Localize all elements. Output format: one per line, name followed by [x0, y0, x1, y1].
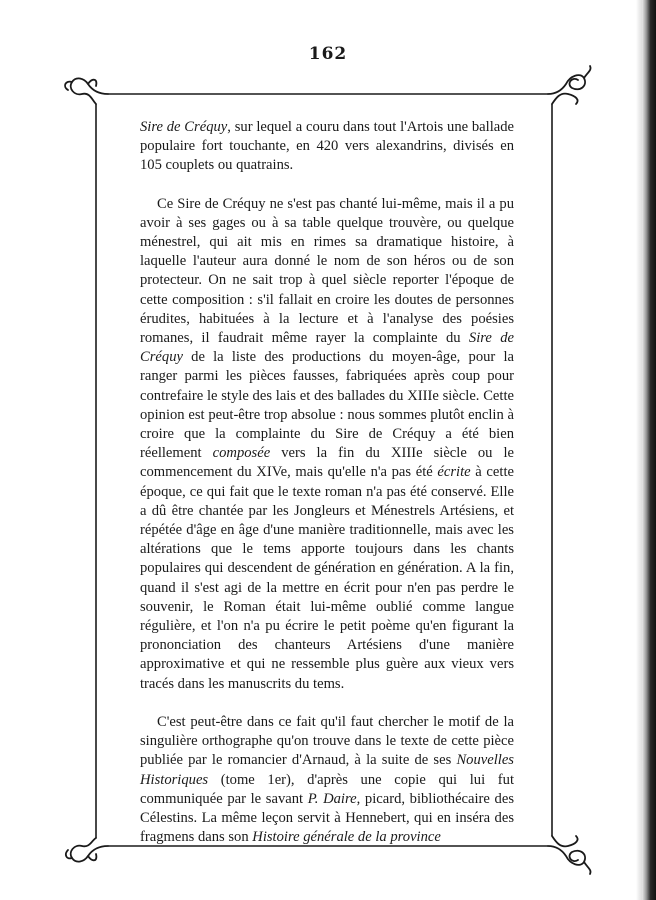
text-segment: de la liste des productions du moyen-âge, pour la ranger parmi les pièces fausses, fabriquées après coup pour contrefaire le style des lais et des ballades du XIIIe siècle. Cette opinion est peut-être trop absolue : nous sommes plutôt enclin à croire que la complainte du Sire de Créquy a été bien réellement: [140, 349, 514, 462]
italic-text-segment: composée: [212, 445, 271, 462]
corner-flourish-bottom-left-icon: [66, 838, 108, 862]
italic-text-segment: Sire de Créquy: [140, 119, 228, 135]
corner-flourish-top-right-icon: [548, 66, 591, 104]
paragraph-2: [140, 195, 514, 694]
text-segment: C'est peut-être dans ce fait qu'il faut chercher le motif de la singulière orthographe qu'on trouve dans le texte de cette pièce publiée par le romancier d'Arnaud, à la suite de ses: [140, 713, 514, 769]
italic-text-segment: P. Daire: [307, 790, 357, 807]
page-body-text: [140, 118, 514, 866]
text-segment: , picard, bibliothécaire des Célestins. La même leçon servit à Hennebert, qui en inséra des fragmens dans son: [140, 790, 515, 846]
paragraph-3: [140, 713, 514, 847]
italic-text-segment: Sire de Créquy: [140, 330, 515, 366]
text-segment: Ce Sire de Créquy ne s'est pas chanté lui-même, mais il a pu avoir à ses gages ou à sa table quelque trouvère, ou quelque ménestrel, qui ait mis en rimes sa dramatique histoire, à laquelle l'auteur aura donné le nom de son héros ou de son protecteur. On ne sait trop à quel siècle reporter l'époque de cette composition : s'il fallait en croire les doutes de personnes érudites, habituées à la lecture et à l'analyse des poésies romanes, il faudrait même rayer la complainte du: [140, 195, 514, 347]
text-segment: (tome 1er), d'après une copie qui lui fut communiquée par le savant: [140, 771, 514, 807]
italic-text-segment: Histoire générale de la province: [252, 829, 441, 846]
corner-flourish-bottom-right-icon: [548, 836, 591, 874]
page-number: 162: [308, 44, 348, 64]
paragraph-1: [140, 118, 514, 176]
italic-text-segment: Nouvelles Historiques: [140, 752, 514, 788]
text-segment: à cette époque, ce qui fait que le texte roman n'a pas été conservé. Elle a dû être chantée par les Jongleurs et Ménestrels Artésiens, et répétée d'âge en âge d'une manière traditionnelle, mais avec les altérations que le tems apporte toujours dans les chants populaires qui descendent de génération en génération. A la fin, quand il s'est agi de la mettre en écrit pour n'en pas perdre le souvenir, le Roman était lui-même oublié comme langue régulière, et l'on n'a pu écrire le petit poème qu'en figurant la prononciation des chanteurs Artésiens d'une manière approximative et qui ne ressemble plus guère aux vieux vers tracés dans les manuscrits du tems.: [140, 464, 514, 692]
text-segment: , sur lequel a couru dans tout l'Artois une ballade populaire fort touchante, en 420 vers alexandrins, divisés en 105 couplets ou quatrains.: [140, 119, 515, 174]
text-segment: vers la fin du XIIIe siècle ou le commencement du XIVe, mais qu'elle n'a pas été: [140, 445, 515, 481]
italic-text-segment: écrite: [437, 464, 471, 481]
corner-flourish-top-left-icon: [65, 78, 108, 104]
